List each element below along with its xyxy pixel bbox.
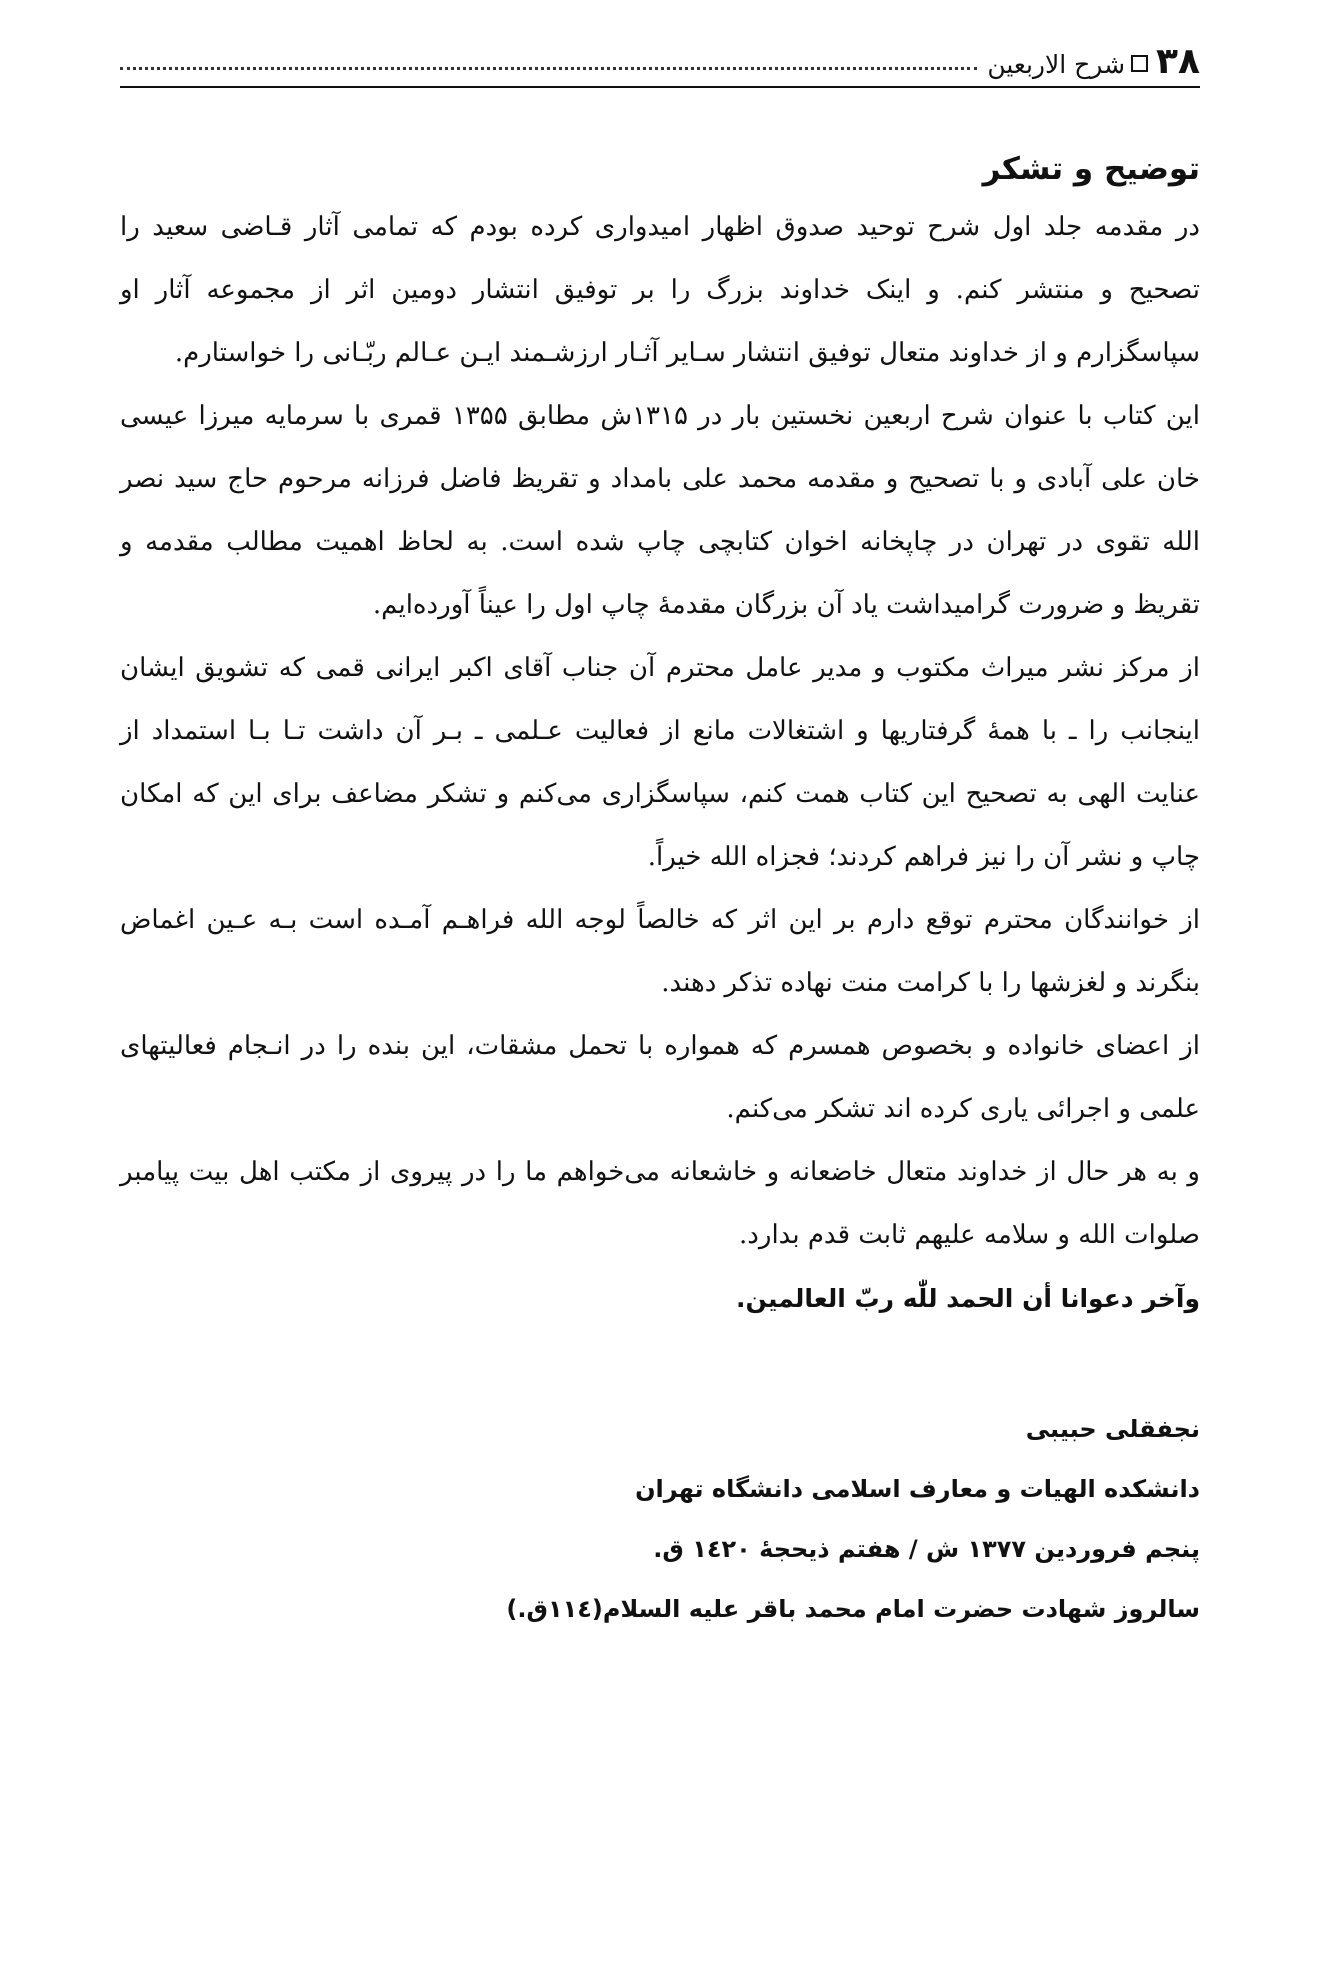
book-page xyxy=(120,30,1200,1639)
running-title: شرح الاربعين xyxy=(987,50,1126,79)
signature-block xyxy=(120,1399,1200,1639)
author-name: نجفقلى حبيبى xyxy=(1025,1415,1200,1443)
paragraph-history: اين كتاب با عنوان شرح اربعين نخستين بار در ۱۳۱۵ش مطابق ۱۳۵۵ قمرى با سرمايه ميرزا عيسى خان على آبادى و با تصحيح و مقدمه محمد على بامداد و تقريظ فاضل فرزانه مرحوم حاج سيد نصر الله تقوى در تهران در چاپخانه اخوان كتابچى چاپ شده است. به لحاظ اهميت مطالب مقدمه و تقريظ و ضرورت گراميداشت ياد آن بزرگان مقدمهٔ چاپ اول را عيناً آورده‌ايم. xyxy=(120,401,1200,620)
page-number: ۳۸ xyxy=(1156,41,1200,82)
paragraph-family: از اعضاى خانواده و بخصوص همسرم كه همواره با تحمل مشقات، اين بنده را در انـجام فعاليتهاى علمى و اجرائى يارى كرده اند تشكر مى‌كنم. xyxy=(120,1031,1200,1124)
author-affiliation: دانشكده الهيات و معارف اسلامى دانشگاه تهران xyxy=(635,1475,1200,1503)
paragraph-intro: در مقدمه جلد اول شرح توحيد صدوق اظهار اميدوارى كرده بودم كه تمامى آثار قـاضى سعيد را تصحيح و منتشر كنم. و اينک خداوند بزرگ را بر توفيق انتشار دومين اثر از مجموعه آثار او سپاسگزارم و از خداوند متعال توفيق انتشار سـاير آثـار ارزشـمند ايـن عـالم ربّـانى را خواستارم. xyxy=(120,212,1200,368)
closing-line: وآخر دعوانا أن الحمد للّٰه ربّ العالمين. xyxy=(736,1284,1200,1313)
signature-date: پنجم فروردين ۱۳۷۷ ش / هفتم ذيحجهٔ ۱٤۲۰ ق. xyxy=(653,1535,1200,1563)
square-bullet-icon xyxy=(1131,55,1148,72)
section-title: توضيح و تشكر xyxy=(982,151,1200,187)
running-header xyxy=(120,30,1200,88)
signature-occasion: سالروز شهادت حضرت امام محمد باقر عليه السلام(۱۱٤ق.) xyxy=(506,1595,1200,1623)
dotted-leader xyxy=(120,67,977,70)
paragraph-prayer: و به هر حال از خداوند متعال خاضعانه و خاشعانه مى‌خواهم ما را در پيروى از مكتب اهل بيت پيامبر صلوات الله و سلامه عليهم ثابت قدم بدارد. xyxy=(120,1157,1200,1250)
paragraph-readers: از خوانندگان محترم توقع دارم بر اين اثر كه خالصاً لوجه الله فراهـم آمـده است بـه عـين اغماض بنگرند و لغزشها را با كرامت منت نهاده تذكر دهند. xyxy=(120,905,1200,998)
paragraph-thanks-publisher: از مركز نشر ميراث مكتوب و مدير عامل محترم آن جناب آقاى اكبر ايرانى قمى كه تشويق ايشان اينجانب را ـ با همهٔ گرفتاريها و اشتغالات مانع از فعاليت عـلمى ـ بـر آن داشت تـا بـا استمداد از عنايت الهى به تصحيح اين كتاب همت كنم، سپاسگزارى مى‌كنم و تشكر مضاعف براى اين كه امكان چاپ و نشر آن را نيز فراهم كردند؛ فجزاه الله خيراً. xyxy=(120,653,1200,872)
